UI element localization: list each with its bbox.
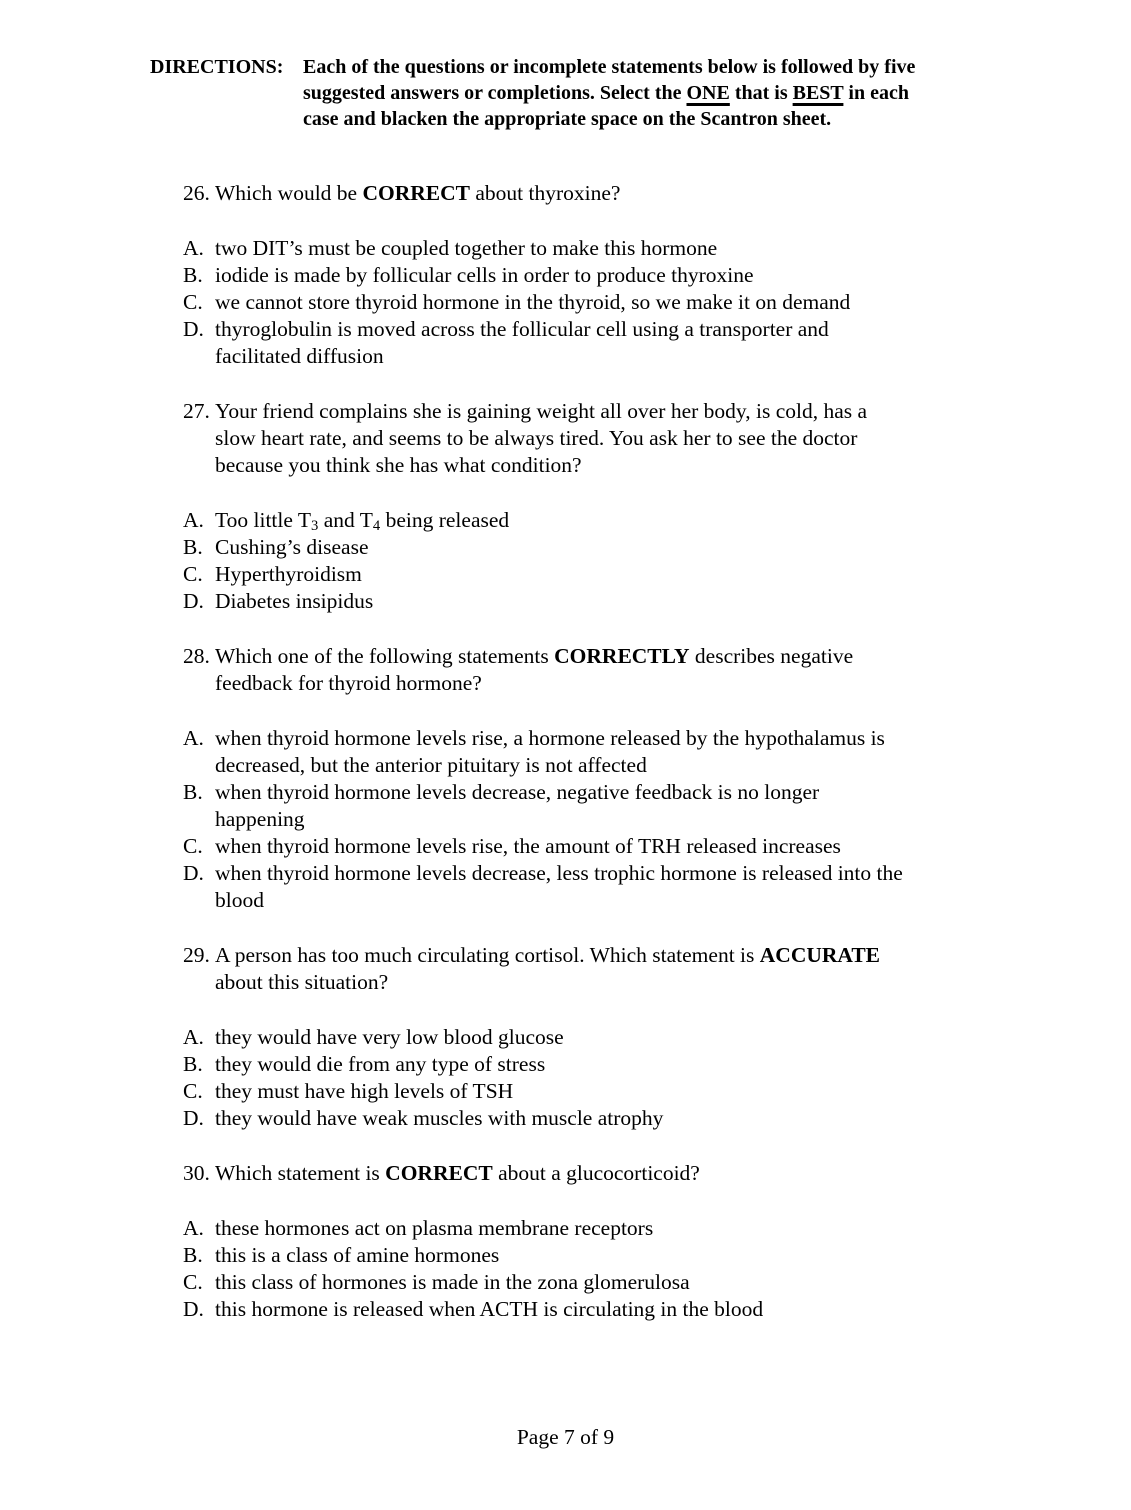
stem-text: Which one of the following statements CORRECTLY describes negative <box>215 644 854 668</box>
option-text: they would have very low blood glucose <box>215 1025 564 1049</box>
option-text: this class of hormones is made in the zona glomerulosa <box>215 1270 690 1294</box>
option-text: this is a class of amine hormones <box>215 1243 500 1267</box>
question-27-option-b <box>183 534 983 561</box>
question-number: 29. <box>183 943 210 967</box>
option-text: Diabetes insipidus <box>215 589 374 613</box>
directions-line-1: Each of the questions or incomplete statements below is followed by five <box>303 56 916 78</box>
stem-text: Which would be CORRECT about thyroxine? <box>215 181 621 205</box>
question-26-option-c <box>183 289 983 316</box>
option-letter: C. <box>183 290 203 314</box>
option-letter: C. <box>183 1270 203 1294</box>
option-letter: C. <box>183 834 203 858</box>
option-text: blood <box>215 888 264 912</box>
option-letter: A. <box>183 508 204 532</box>
question-30-option-a <box>183 1215 983 1242</box>
option-text: this hormone is released when ACTH is circulating in the blood <box>215 1297 764 1321</box>
option-text: these hormones act on plasma membrane receptors <box>215 1216 654 1240</box>
question-30-option-d <box>183 1296 983 1323</box>
question-28-option-a <box>183 725 983 779</box>
stem-text: about this situation? <box>215 970 389 994</box>
question-30-stem <box>183 1160 983 1187</box>
directions-text-segment: suggested answers or completions. Select the <box>303 82 687 104</box>
question-27-option-c <box>183 561 983 588</box>
option-text: happening <box>215 807 305 831</box>
option-text: when thyroid hormone levels rise, the amount of TRH released increases <box>215 834 841 858</box>
directions-line-2 <box>303 80 915 106</box>
option-letter: D. <box>183 317 204 341</box>
option-text: decreased, but the anterior pituitary is not affected <box>215 753 647 777</box>
question-29 <box>183 942 983 1132</box>
option-letter: C. <box>183 1079 203 1103</box>
option-text: facilitated diffusion <box>215 344 384 368</box>
option-text: thyroglobulin is moved across the follicular cell using a transporter and <box>215 317 829 341</box>
question-number: 27. <box>183 399 210 423</box>
directions-text <box>303 54 915 132</box>
option-letter: D. <box>183 589 204 613</box>
question-28-option-c <box>183 833 983 860</box>
directions-text-segment: in each <box>843 82 909 104</box>
directions-line-3: case and blacken the appropriate space on the Scantron sheet. <box>303 108 832 130</box>
option-letter: A. <box>183 1025 204 1049</box>
question-27-option-d <box>183 588 983 615</box>
question-30-option-b <box>183 1242 983 1269</box>
subscript: 4 <box>372 517 381 534</box>
option-text: Too little $T_3$ and $T_4$ being released <box>215 508 510 534</box>
directions-label: DIRECTIONS: <box>150 56 284 78</box>
option-letter: B. <box>183 1052 203 1076</box>
question-29-option-d <box>183 1105 983 1132</box>
question-29-option-b <box>183 1051 983 1078</box>
option-letter: A. <box>183 236 204 260</box>
question-27-stem <box>183 398 983 479</box>
question-27-option-a <box>183 507 983 534</box>
stem-emphasis: ACCURATE <box>759 943 881 967</box>
question-28 <box>183 643 983 914</box>
question-28-stem <box>183 643 983 697</box>
question-29-stem <box>183 942 983 996</box>
stem-emphasis: CORRECTLY <box>554 644 690 668</box>
option-letter: C. <box>183 562 203 586</box>
question-26-stem <box>183 180 983 207</box>
question-number: 26. <box>183 181 210 205</box>
option-letter: A. <box>183 1216 204 1240</box>
stem-text: Which statement is CORRECT about a glucocorticoid? <box>215 1161 700 1185</box>
question-27 <box>183 398 983 615</box>
option-text: two DIT’s must be coupled together to make this hormone <box>215 236 718 260</box>
question-26 <box>183 180 983 370</box>
question-28-option-b <box>183 779 983 833</box>
directions-block <box>150 54 915 132</box>
questions-list <box>183 180 983 1351</box>
question-29-option-c <box>183 1078 983 1105</box>
option-text: when thyroid hormone levels decrease, negative feedback is no longer <box>215 780 820 804</box>
option-letter: B. <box>183 1243 203 1267</box>
option-text: Cushing’s disease <box>215 535 369 559</box>
question-number: 28. <box>183 644 210 668</box>
option-letter: D. <box>183 861 204 885</box>
stem-emphasis: CORRECT <box>362 181 470 205</box>
option-text: when thyroid hormone levels rise, a hormone released by the hypothalamus is <box>215 726 885 750</box>
question-number: 30. <box>183 1161 210 1185</box>
option-letter: A. <box>183 726 204 750</box>
question-26-option-d <box>183 316 983 370</box>
option-text: they would have weak muscles with muscle atrophy <box>215 1106 664 1130</box>
question-30 <box>183 1160 983 1323</box>
stem-text: because you think she has what condition? <box>215 453 582 477</box>
stem-text: feedback for thyroid hormone? <box>215 671 482 695</box>
directions-text-segment: that is <box>729 82 793 104</box>
option-text: they must have high levels of TSH <box>215 1079 514 1103</box>
question-30-option-c <box>183 1269 983 1296</box>
question-26-option-b <box>183 262 983 289</box>
question-26-option-a <box>183 235 983 262</box>
question-29-option-a <box>183 1024 983 1051</box>
directions-emphasis-best: BEST <box>792 82 844 104</box>
option-letter: B. <box>183 263 203 287</box>
option-letter: B. <box>183 535 203 559</box>
question-28-option-d <box>183 860 983 914</box>
stem-text: Your friend complains she is gaining weight all over her body, is cold, has a <box>215 399 868 423</box>
stem-text: A person has too much circulating cortisol. Which statement is ACCURATE <box>215 943 881 967</box>
option-text: Hyperthyroidism <box>215 562 362 586</box>
subscript: 3 <box>311 517 319 534</box>
option-text: they would die from any type of stress <box>215 1052 546 1076</box>
directions-emphasis-one: ONE <box>686 82 730 104</box>
stem-text: slow heart rate, and seems to be always tired. You ask her to see the doctor <box>215 426 858 450</box>
page-number: Page 7 of 9 <box>516 1425 615 1449</box>
option-letter: D. <box>183 1297 204 1321</box>
option-text: iodide is made by follicular cells in order to produce thyroxine <box>215 263 754 287</box>
option-text: we cannot store thyroid hormone in the thyroid, so we make it on demand <box>215 290 851 314</box>
option-text: when thyroid hormone levels decrease, less trophic hormone is released into the <box>215 861 903 885</box>
option-letter: B. <box>183 780 203 804</box>
stem-emphasis: CORRECT <box>385 1161 493 1185</box>
option-letter: D. <box>183 1106 204 1130</box>
